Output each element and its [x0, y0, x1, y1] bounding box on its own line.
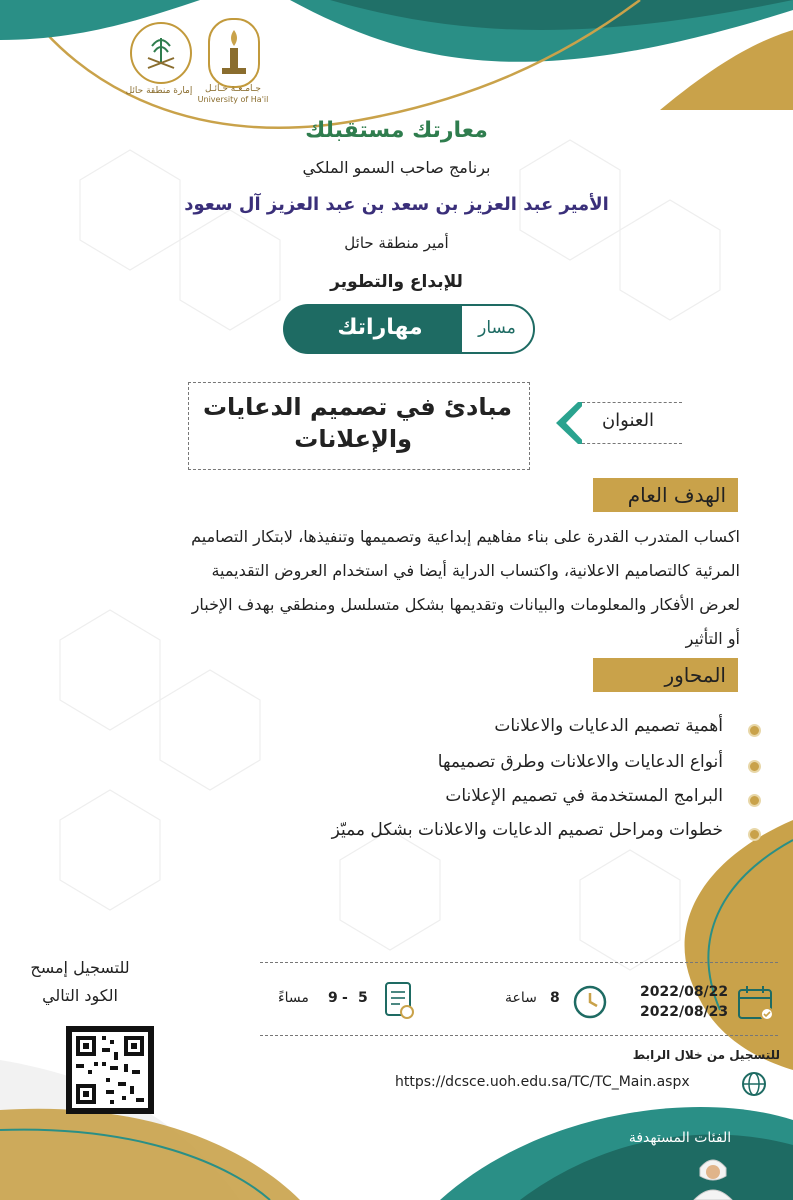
objective-line: المرئية كالتصاميم الاعلانية، واكتساب الدراية أيضا في استخدام العروض التقديمية: [211, 561, 740, 580]
emirate-logo-caption: إمارة منطقة حائل: [125, 86, 193, 96]
axis-item: أهمية تصميم الدعايات والاعلانات: [494, 716, 723, 736]
axes-heading: المحاور: [593, 658, 738, 692]
course-title-line1: مبادئ في تصميم الدعايات: [202, 393, 512, 421]
emirate-logo: [130, 22, 192, 84]
time-separator: -: [342, 990, 348, 1006]
globe-icon: [740, 1070, 768, 1098]
university-caption-en: University of Ha'il: [197, 95, 269, 104]
prince-name: الأمير عبد العزيز بن سعد بن عبد العزيز آل سعود: [184, 194, 609, 215]
bullet-icon: [748, 828, 761, 841]
link-heading: للتسجيل من خلال الرابط: [632, 1048, 780, 1062]
objective-heading: الهدف العام: [593, 478, 738, 512]
bullet-icon: [748, 724, 761, 737]
registration-url[interactable]: https://dcsce.uoh.edu.sa/TC/TC_Main.aspx: [395, 1074, 690, 1090]
person-icon: [690, 1150, 736, 1200]
time-to: 9: [328, 990, 338, 1006]
training-group-icon: [404, 1126, 458, 1180]
palm-swords-icon: [132, 24, 190, 82]
training-type: التدريب حضوري: [271, 1134, 379, 1153]
torch-icon: [210, 20, 258, 86]
campaign-title: معارتك مستقبلك: [305, 118, 488, 143]
objective-line: أو التأثير: [685, 629, 740, 648]
axis-item: البرامج المستخدمة في تصميم الإعلانات: [445, 786, 723, 806]
objective-line: لعرض الأفكار والمعلومات والبيانات وتقديمها بشكل متسلسل ومنطقي بهدف الإخبار: [191, 595, 740, 614]
course-label: العنوان: [601, 410, 655, 431]
course-fee: الدورة مجاناً: [285, 1160, 365, 1179]
objective-line: اكساب المتدرب القدرة على بناء مفاهيم إبداعية وتصميمها وتنفيذها، لابتكار التصاميم: [191, 527, 740, 546]
hours-value: 8: [550, 990, 560, 1006]
date-end: 2022/08/23: [640, 1004, 729, 1020]
objective-text: [40, 520, 740, 656]
calendar-icon: [736, 984, 776, 1022]
program-line: برنامج صاحب السمو الملكي: [302, 158, 491, 177]
date-start: 2022/08/22: [640, 984, 729, 1000]
time-from: 5: [358, 990, 368, 1006]
university-caption-ar: جـامـعـة حـائـل: [205, 84, 261, 94]
time-period: مساءً: [278, 990, 309, 1006]
clock-icon: [572, 984, 608, 1020]
axis-item: أنواع الدعايات والاعلانات وطرق تصميمها: [437, 752, 723, 772]
bullet-icon: [748, 760, 761, 773]
qr-code-icon[interactable]: [66, 1026, 154, 1114]
hours-label: ساعة: [505, 990, 537, 1006]
qr-caption-line2: الكود التالي: [42, 986, 118, 1005]
course-title-line2: والإعلانات: [294, 425, 412, 453]
prince-title: أمير منطقة حائل: [344, 234, 449, 252]
target-audience-label: الفئات المستهدفة: [628, 1130, 732, 1146]
track-label: مسار: [478, 318, 516, 338]
clipboard-icon: [382, 978, 416, 1020]
qr-caption-line1: للتسجيل إمسح: [30, 958, 130, 977]
bullet-icon: [748, 794, 761, 807]
axis-item: خطوات ومراحل تصميم الدعايات والاعلانات بشكل مميّز: [331, 820, 723, 840]
university-logo: [208, 18, 260, 88]
program-suffix: للإبداع والتطوير: [330, 272, 463, 292]
track-name: مهاراتك: [337, 315, 423, 340]
